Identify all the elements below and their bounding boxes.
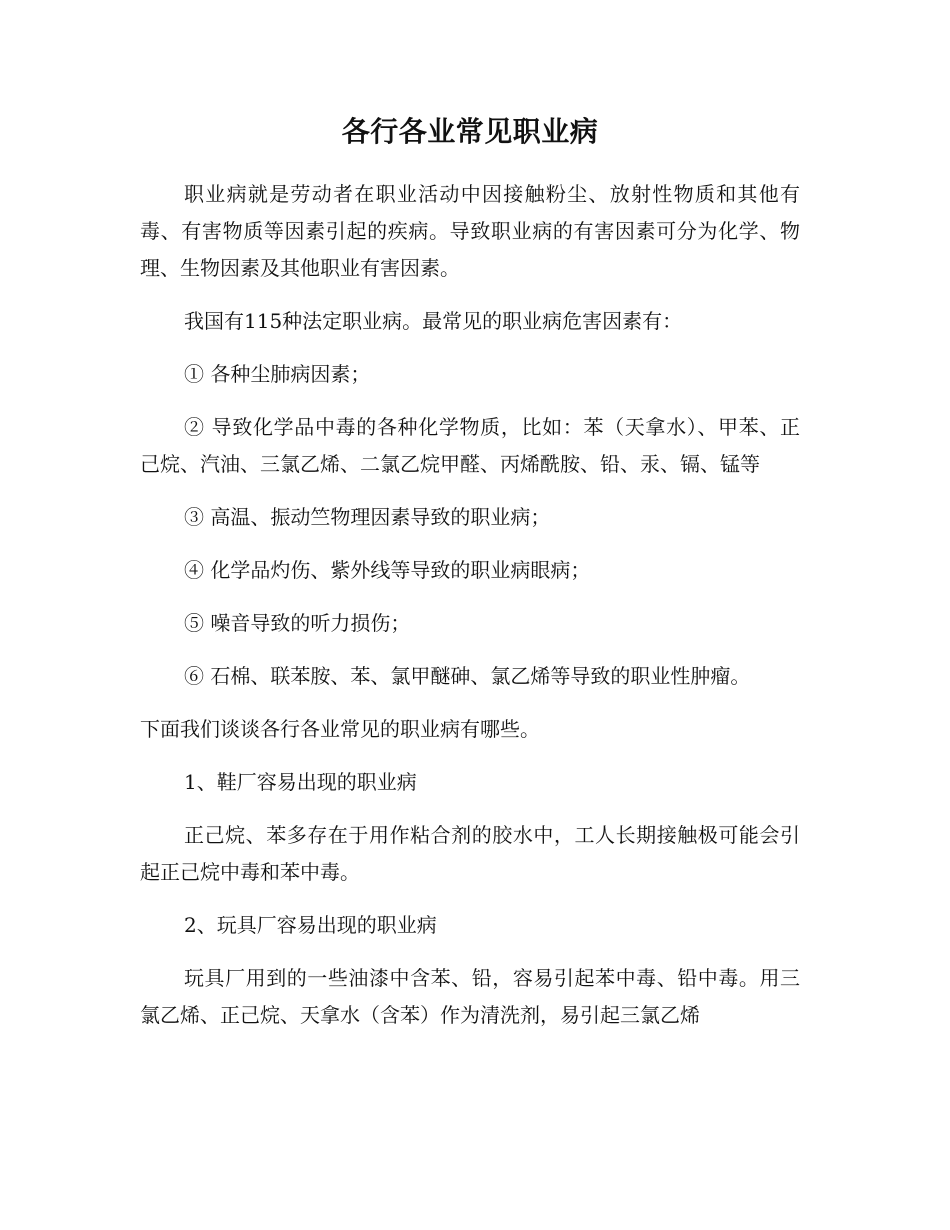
toy-factory-paragraph: 玩具厂用到的一些油漆中含苯、铅，容易引起苯中毒、铅中毒。用三氯乙烯、正己烷、天拿水（含苯）作为清洗剂，易引起三氯乙烯 xyxy=(140,966,800,1027)
intro-paragraph: 职业病就是劳动者在职业活动中因接触粉尘、放射性物质和其他有毒、有害物质等因素引起的疾病。导致职业病的有害因素可分为化学、物理、生物因素及其他职业有害因素。 xyxy=(140,182,800,280)
hazard-item-2: ② 导致化学品中毒的各种化学物质，比如：苯（天拿水）、甲苯、正己烷、汽油、三氯乙烯、二氯乙烷甲醛、丙烯酰胺、铅、汞、镉、锰等 xyxy=(140,415,800,476)
hazard-item-4: ④ 化学品灼伤、紫外线等导致的职业病眼病； xyxy=(184,558,591,582)
hazard-item-6: ⑥ 石棉、联苯胺、苯、氯甲醚砷、氯乙烯等导致的职业性肿瘤。 xyxy=(184,664,751,688)
section-heading-shoe-factory: 1、鞋厂容易出现的职业病 xyxy=(184,770,417,794)
transition-paragraph: 下面我们谈谈各行各业常见的职业病有哪些。 xyxy=(140,717,540,741)
document-page xyxy=(140,112,800,1050)
legal-count-paragraph: 我国有115种法定职业病。最常见的职业病危害因素有： xyxy=(184,309,683,333)
section-heading-toy-factory: 2、玩具厂容易出现的职业病 xyxy=(184,913,437,937)
document-title: 各行各业常见职业病 xyxy=(341,115,599,148)
hazard-item-5: ⑤ 噪音导致的听力损伤； xyxy=(184,611,411,635)
hazard-item-1: ① 各种尘肺病因素； xyxy=(184,362,371,386)
shoe-factory-paragraph: 正己烷、苯多存在于用作粘合剂的胶水中，工人长期接触极可能会引起正己烷中毒和苯中毒。 xyxy=(140,823,800,884)
hazard-item-3: ③ 高温、振动竺物理因素导致的职业病； xyxy=(184,505,551,529)
